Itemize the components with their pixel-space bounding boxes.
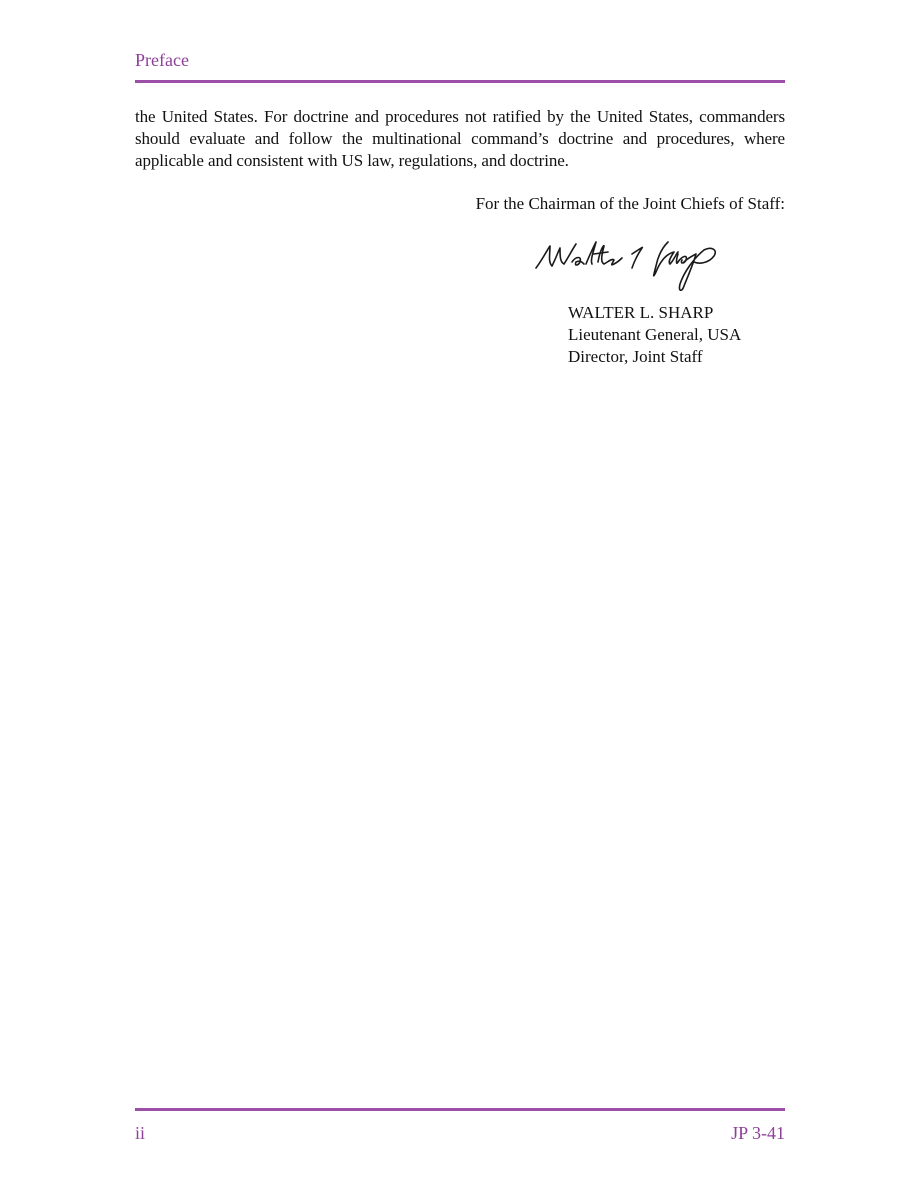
publication-id: JP 3-41 xyxy=(731,1123,785,1143)
signature-block xyxy=(568,302,741,368)
page-number: ii xyxy=(135,1123,146,1143)
handwritten-signature xyxy=(528,232,728,294)
signer-rank: Lieutenant General, USA xyxy=(568,325,742,344)
closing-salutation: For the Chairman of the Joint Chiefs of Staff: xyxy=(475,194,785,213)
signer-position: Director, Joint Staff xyxy=(568,347,703,366)
header-rule xyxy=(135,80,785,83)
body-paragraph: the United States. For doctrine and procedures not ratified by the United States, commanders should evaluate and follow the multinational command’s doctrine and procedures, where applicable and consistent with US law, regulations, and doctrine. xyxy=(135,107,785,170)
footer-rule xyxy=(135,1108,785,1111)
signer-name: WALTER L. SHARP xyxy=(568,303,714,322)
section-title: Preface xyxy=(135,50,189,70)
